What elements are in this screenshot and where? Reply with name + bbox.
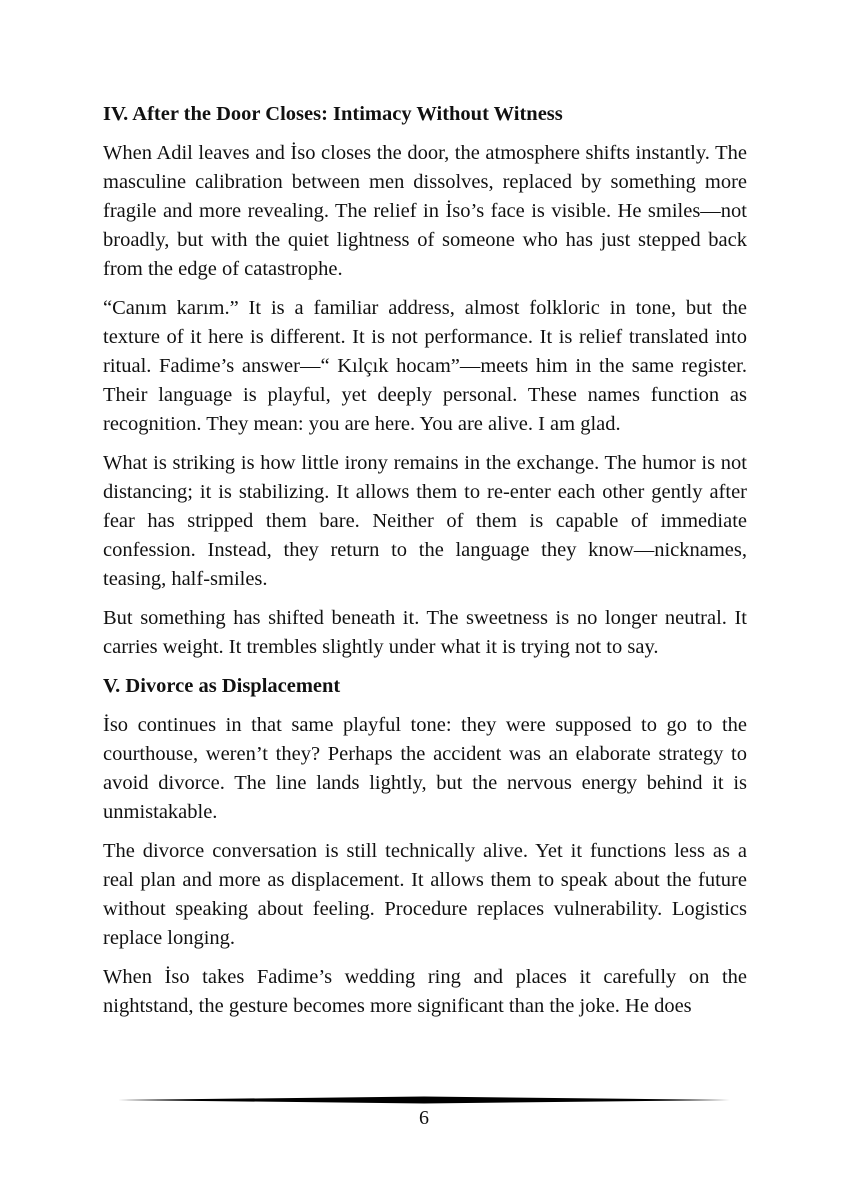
section-heading-iv: IV. After the Door Closes: Intimacy Without Witness [103, 103, 563, 125]
paragraph: İso continues in that same playful tone: they were supposed to go to the courthouse, weren’t they? Perhaps the accident was an elaborate strategy to avoid divorce. The line lands lightly, but the nervous energy behind it is unmistakable. [103, 714, 747, 823]
page-body [103, 100, 747, 1031]
section-heading-v: V. Divorce as Displacement [103, 675, 341, 697]
paragraph: When İso takes Fadime’s wedding ring and places it carefully on the nightstand, the gesture becomes more significant than the joke. He does [103, 966, 747, 1017]
paragraph: When Adil leaves and İso closes the door, the atmosphere shifts instantly. The masculine calibration between men dissolves, replaced by something more fragile and more revealing. The relief in İso’s face is visible. He smiles—not broadly, but with the quiet lightness of someone who has just stepped back from the edge of catastrophe. [103, 142, 747, 280]
paragraph: What is striking is how little irony remains in the exchange. The humor is not distancing; it is stabilizing. It allows them to re-enter each other gently after fear has stripped them bare. Neither of them is capable of immediate confession. Instead, they return to the language they know—nicknames, teasing, half-smiles. [103, 452, 747, 590]
paragraph: “Canım karım.” It is a familiar address, almost folkloric in tone, but the texture of it here is different. It is not performance. It is relief translated into ritual. Fadime’s answer—“ Kılçık hocam”—meets him in the same register. Their language is playful, yet deeply personal. These names function as recognition. They mean: you are here. You are alive. I am glad. [103, 297, 747, 435]
footer-divider [118, 1096, 730, 1104]
paragraph: The divorce conversation is still technically alive. Yet it functions less as a real plan and more as displacement. It allows them to speak about the future without speaking about feeling. Procedure replaces vulnerability. Logistics replace longing. [103, 840, 747, 949]
page-number: 6 [419, 1107, 429, 1129]
paragraph: But something has shifted beneath it. The sweetness is no longer neutral. It carries weight. It trembles slightly under what it is trying not to say. [103, 607, 747, 658]
